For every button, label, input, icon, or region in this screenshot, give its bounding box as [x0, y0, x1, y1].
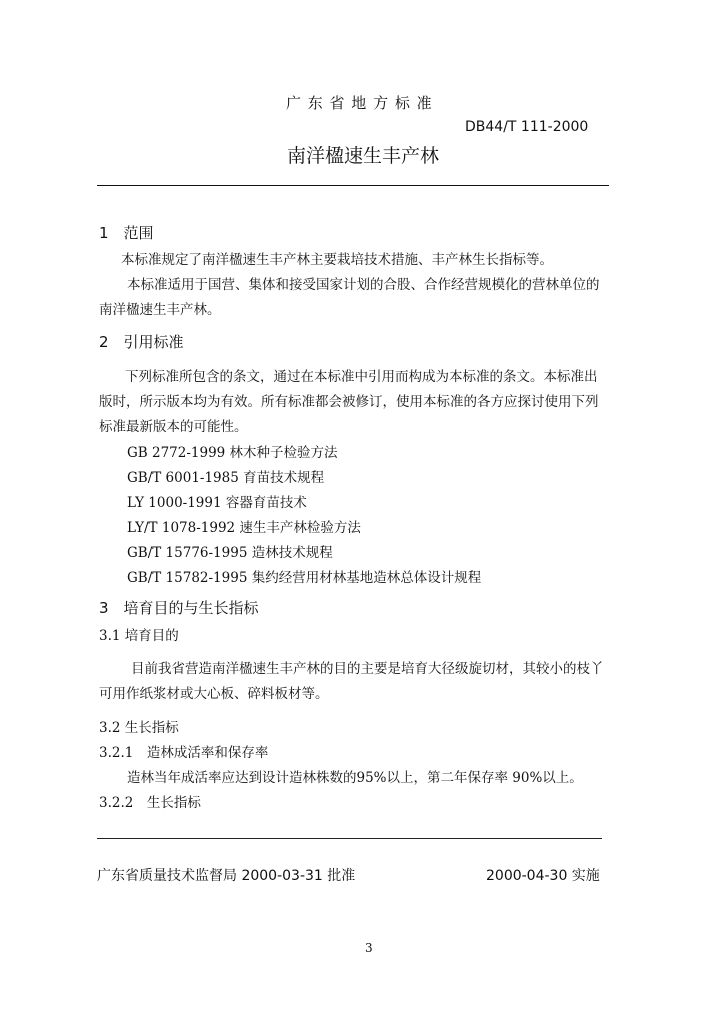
approval-text: 广东省质量技术监督局 2000-03-31 批准	[97, 868, 356, 884]
section-2-paragraph-line-1: 下列标准所包含的条文，通过在本标准中引用而构成为本标准的条文。本标准出	[125, 369, 598, 385]
header-divider	[97, 185, 609, 186]
reference-item: LY/T 1078-1992 速生丰产林检验方法	[127, 520, 361, 536]
reference-item: GB/T 15776-1995 造林技术规程	[127, 545, 333, 561]
section-1-paragraph-2-line-1: 本标准适用于国营、集体和接受国家计划的合股、合作经营规模化的营林单位的	[127, 277, 600, 293]
reference-item: GB/T 15782-1995 集约经营用材林基地造林总体设计规程	[127, 570, 482, 586]
section-3-2-2-heading: 3.2.2 生长指标	[99, 795, 201, 811]
section-3-2-1-paragraph: 造林当年成活率应达到设计造林株数的95%以上，第二年保存率 90%以上。	[127, 770, 583, 786]
section-1-paragraph-1: 本标准规定了南洋楹速生丰产林主要栽培技术措施、丰产林生长指标等。	[121, 252, 553, 268]
reference-item: GB 2772-1999 林木种子检验方法	[127, 445, 338, 461]
section-3-1-paragraph-line-2: 可用作纸浆材或大心板、碎料板材等。	[99, 686, 329, 702]
section-2-paragraph-line-3: 标准最新版本的可能性。	[99, 419, 248, 435]
section-3-1-paragraph-line-1: 目前我省营造南洋楹速生丰产林的目的主要是培育大径级旋切材，其较小的枝丫	[131, 661, 604, 677]
section-2-heading: 2 引用标准	[99, 333, 184, 351]
reference-item: LY 1000-1991 容器育苗技术	[127, 495, 307, 511]
section-1-heading: 1 范围	[99, 224, 154, 242]
page-title: 南洋楹速生丰产林	[287, 145, 440, 167]
section-1-paragraph-2-line-2: 南洋楹速生丰产林。	[99, 302, 221, 318]
section-3-heading: 3 培育目的与生长指标	[99, 599, 259, 617]
standard-category: 广 东 省 地 方 标 准	[286, 94, 433, 112]
section-3-1-heading: 3.1 培育目的	[99, 628, 179, 644]
page-number: 3	[365, 941, 373, 955]
section-3-2-1-heading: 3.2.1 造林成活率和保存率	[99, 745, 269, 761]
section-3-2-heading: 3.2 生长指标	[99, 720, 179, 736]
reference-item: GB/T 6001-1985 育苗技术规程	[127, 470, 325, 486]
standard-code: DB44/T 111-2000	[465, 119, 589, 135]
effective-date-text: 2000-04-30 实施	[486, 868, 600, 884]
footer-divider	[97, 838, 602, 839]
section-2-paragraph-line-2: 版时，所示版本均为有效。所有标准都会被修订，使用本标准的各方应探讨使用下列	[99, 394, 599, 410]
